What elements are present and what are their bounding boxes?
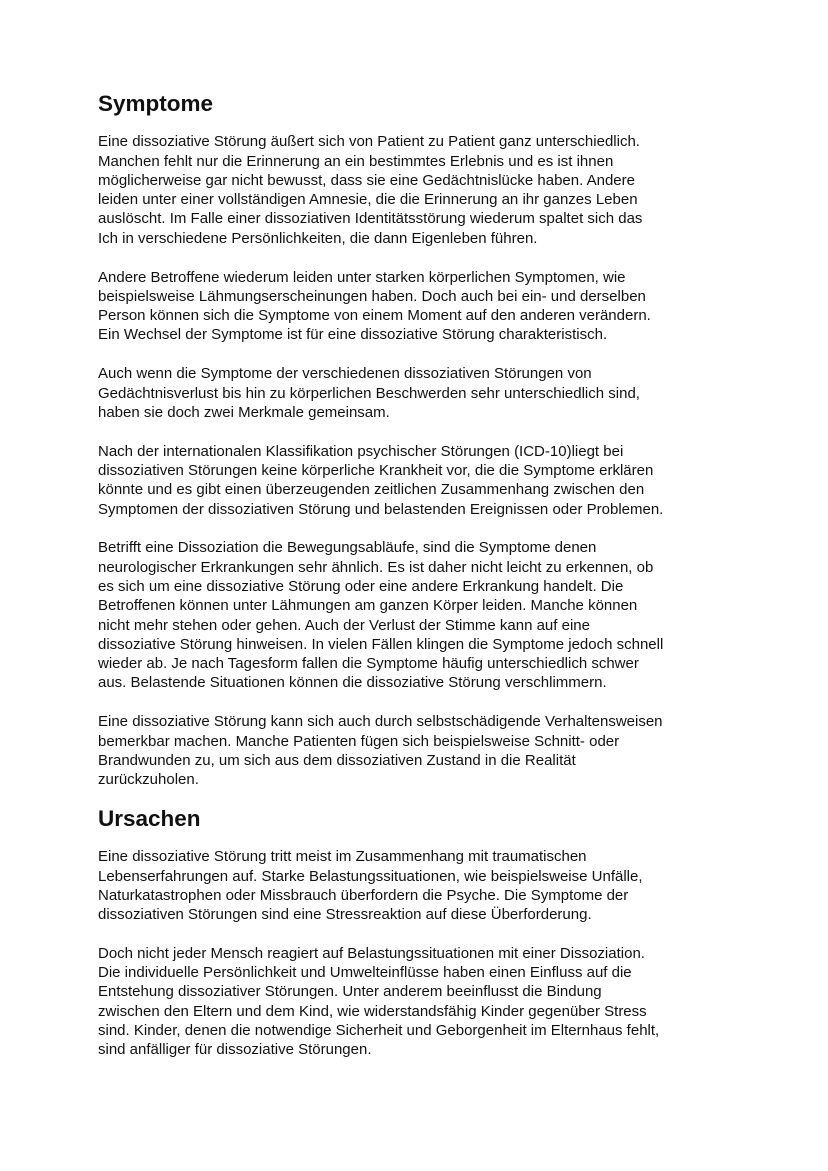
text-line: auslöscht. Im Falle einer dissoziativen Identitätsstörung wiederum spaltet sich das xyxy=(98,210,643,228)
paragraph xyxy=(98,132,734,248)
text-line: sind anfälliger für dissoziative Störungen. xyxy=(98,1041,372,1059)
text-line: zwischen den Eltern und dem Kind, wie widerstandsfähig Kinder gegenüber Stress xyxy=(98,1002,647,1020)
paragraph xyxy=(98,364,734,422)
text-line: bemerkbar machen. Manche Patienten fügen sich beispielsweise Schnitt- oder xyxy=(98,732,620,750)
text-line: Doch nicht jeder Mensch reagiert auf Belastungssituationen mit einer Dissoziation. xyxy=(98,944,645,962)
text-line: Eine dissoziative Störung äußert sich von Patient zu Patient ganz unterschiedlich. xyxy=(98,133,640,151)
text-line: zurückzuholen. xyxy=(98,771,199,789)
paragraph xyxy=(98,442,734,519)
text-line: Nach der internationalen Klassifikation psychischer Störungen (ICD-10)liegt bei xyxy=(98,442,624,460)
text-line: Lebenserfahrungen auf. Starke Belastungssituationen, wie beispielsweise Unfälle, xyxy=(98,867,643,885)
paragraph xyxy=(98,268,734,345)
paragraph xyxy=(98,712,734,789)
text-line: Betrifft eine Dissoziation die Bewegungsabläufe, sind die Symptome denen xyxy=(98,539,597,557)
text-line: möglicherweise gar nicht bewusst, dass sie eine Gedächtnislücke haben. Andere xyxy=(98,171,635,189)
text-line: nicht mehr stehen oder gehen. Auch der Verlust der Stimme kann auf eine xyxy=(98,616,590,634)
text-line: Brandwunden zu, um sich aus dem dissoziativen Zustand in die Realität xyxy=(98,751,576,769)
paragraph xyxy=(98,847,734,924)
text-line: dissoziativen Störungen keine körperliche Krankheit vor, die die Symptome erklären xyxy=(98,461,654,479)
text-line: Manchen fehlt nur die Erinnerung an ein bestimmtes Erlebnis und es ist ihnen xyxy=(98,152,614,170)
text-line: beispielsweise Lähmungserscheinungen haben. Doch auch bei ein- und derselben xyxy=(98,287,646,305)
section-heading-ursachen: Ursachen xyxy=(98,805,201,831)
paragraph xyxy=(98,538,734,692)
text-line: Ein Wechsel der Symptome ist für eine dissoziative Störung charakteristisch. xyxy=(98,326,608,344)
section-heading-symptome: Symptome xyxy=(98,91,214,116)
text-line: Person können sich die Symptome von einem Moment auf den anderen verändern. xyxy=(98,307,651,325)
text-line: Andere Betroffene wiederum leiden unter starken körperlichen Symptomen, wie xyxy=(98,268,626,286)
text-line: Auch wenn die Symptome der verschiedenen dissoziativen Störungen von xyxy=(98,365,592,383)
text-line: Gedächtnisverlust bis hin zu körperlichen Beschwerden sehr unterschiedlich sind, xyxy=(98,384,640,402)
paragraph xyxy=(98,944,734,1060)
text-line: haben sie doch zwei Merkmale gemeinsam. xyxy=(98,403,390,421)
text-line: Die individuelle Persönlichkeit und Umwelteinflüsse haben einen Einfluss auf die xyxy=(98,964,632,982)
text-line: Entstehung dissoziativer Störungen. Unter anderem beeinflusst die Bindung xyxy=(98,983,602,1001)
text-line: aus. Belastende Situationen können die dissoziative Störung verschlimmern. xyxy=(98,674,607,692)
text-line: es sich um eine dissoziative Störung oder eine andere Erkrankung handelt. Die xyxy=(98,577,624,595)
text-line: neurologischer Erkrankungen sehr ähnlich. Es ist daher nicht leicht zu erkennen, ob xyxy=(98,558,654,576)
text-line: wieder ab. Je nach Tagesform fallen die Symptome häufig unterschiedlich schwer xyxy=(98,655,639,673)
text-line: dissoziativen Störungen sind eine Stressreaktion auf diese Überforderung. xyxy=(98,906,592,924)
document-page xyxy=(98,91,734,1079)
text-line: Betroffenen können unter Lähmungen am ganzen Körper leiden. Manche können xyxy=(98,597,638,615)
text-line: Ich in verschiedene Persönlichkeiten, die dann Eigenleben führen. xyxy=(98,229,538,247)
text-line: sind. Kinder, denen die notwendige Sicherheit und Geborgenheit im Elternhaus fehlt, xyxy=(98,1022,660,1040)
text-line: könnte und es gibt einen überzeugenden zeitlichen Zusammenhang zwischen den xyxy=(98,481,645,499)
text-line: dissoziative Störung hinweisen. In vielen Fällen klingen die Symptome jedoch schnell xyxy=(98,635,664,653)
text-line: Naturkatastrophen oder Missbrauch überfordern die Psyche. Die Symptome der xyxy=(98,886,629,904)
text-line: Symptomen der dissoziativen Störung und belastenden Ereignissen oder Problemen. xyxy=(98,500,664,518)
text-line: Eine dissoziative Störung kann sich auch durch selbstschädigende Verhaltensweisen xyxy=(98,713,663,731)
text-line: Eine dissoziative Störung tritt meist im Zusammenhang mit traumatischen xyxy=(98,848,587,866)
text-line: leiden unter einer vollständigen Amnesie, die die Erinnerung an ihr ganzes Leben xyxy=(98,191,638,209)
